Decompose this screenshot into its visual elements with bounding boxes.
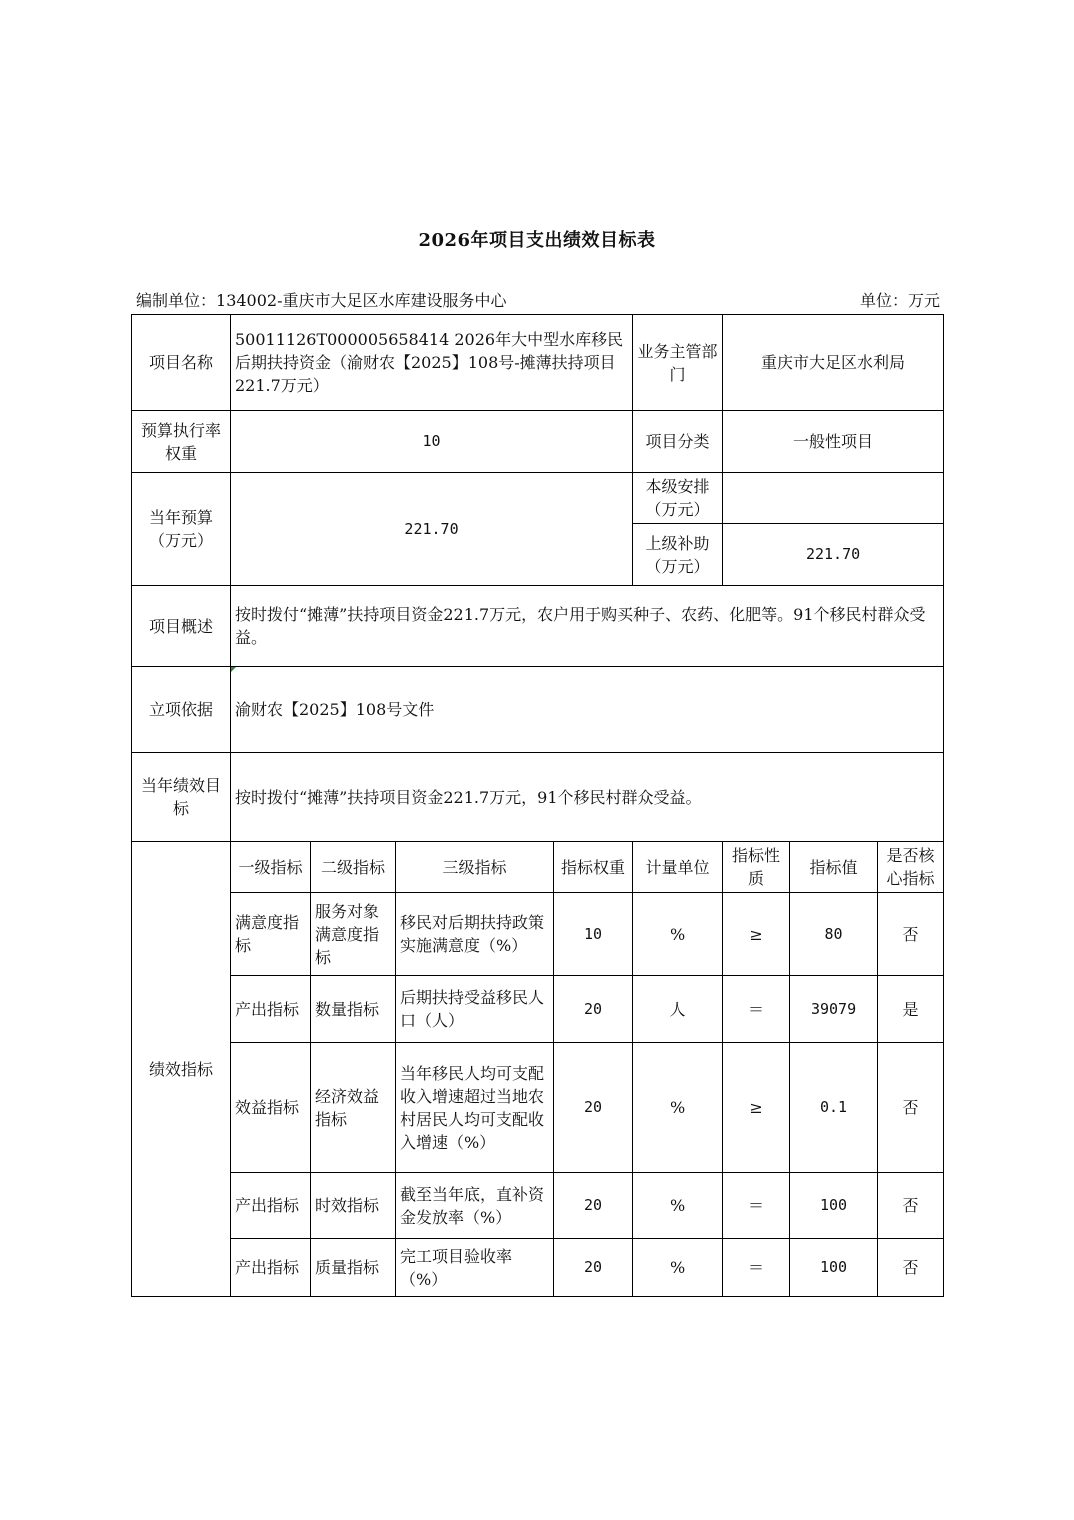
nature-cell: ＝ bbox=[723, 1173, 790, 1239]
project-name-value: 50011126T000005658414 2026年大中型水库移民后期扶持资金（渝财农【2025】108号-摊薄扶持项目221.7万元） bbox=[231, 315, 633, 411]
unit-cell: 人 bbox=[633, 976, 723, 1043]
level3-cell: 后期扶持受益移民人口（人） bbox=[396, 976, 554, 1043]
header-cell: 二级指标 bbox=[311, 842, 396, 893]
core-cell: 否 bbox=[878, 893, 944, 976]
level2-cell: 质量指标 bbox=[311, 1239, 396, 1297]
header-cell: 计量单位 bbox=[633, 842, 723, 893]
table-row bbox=[132, 1043, 944, 1173]
unit-text: 单位：万元 bbox=[859, 291, 940, 310]
performance-table bbox=[131, 314, 944, 1297]
weight-cell: 20 bbox=[554, 976, 633, 1043]
overview-value: 按时拨付“摊薄”扶持项目资金221.7万元，农户用于购买种子、农药、化肥等。91个移民村群众受益。 bbox=[231, 586, 944, 667]
level3-cell: 当年移民人均可支配收入增速超过当地农村居民人均可支配收入增速（%） bbox=[396, 1043, 554, 1173]
header-cell: 指标值 bbox=[790, 842, 878, 893]
unit-cell: % bbox=[633, 1239, 723, 1297]
basis-value: 渝财农【2025】108号文件 bbox=[231, 667, 944, 753]
dept-label: 业务主管部门 bbox=[633, 315, 723, 411]
nature-cell: ＝ bbox=[723, 1239, 790, 1297]
row-project-name bbox=[132, 315, 944, 411]
org-line bbox=[136, 288, 507, 311]
unit-cell: % bbox=[633, 1173, 723, 1239]
level1-cell: 产出指标 bbox=[231, 976, 311, 1043]
upper-value: 221.70 bbox=[723, 524, 944, 586]
table-row bbox=[132, 893, 944, 976]
level2-cell: 经济效益指标 bbox=[311, 1043, 396, 1173]
page-title: 2026年项目支出绩效目标表 bbox=[418, 230, 656, 251]
level1-cell: 效益指标 bbox=[231, 1043, 311, 1173]
weight-cell: 20 bbox=[554, 1043, 633, 1173]
table-row bbox=[132, 1173, 944, 1239]
row-budget-local bbox=[132, 473, 944, 524]
indicators-label: 绩效指标 bbox=[132, 842, 231, 1297]
nature-cell: ≥ bbox=[723, 1043, 790, 1173]
budget-label: 当年预算（万元） bbox=[132, 473, 231, 586]
goal-label: 当年绩效目标 bbox=[132, 753, 231, 842]
goal-value: 按时拨付“摊薄”扶持项目资金221.7万元，91个移民村群众受益。 bbox=[231, 753, 944, 842]
project-name-label: 项目名称 bbox=[132, 315, 231, 411]
local-value bbox=[723, 473, 944, 524]
category-value: 一般性项目 bbox=[723, 411, 944, 473]
level1-cell: 满意度指标 bbox=[231, 893, 311, 976]
core-cell: 否 bbox=[878, 1173, 944, 1239]
level3-cell: 完工项目验收率（%） bbox=[396, 1239, 554, 1297]
level1-cell: 产出指标 bbox=[231, 1239, 311, 1297]
org-value: 134002-重庆市大足区水库建设服务中心 bbox=[216, 291, 507, 310]
exec-weight-label: 预算执行率权重 bbox=[132, 411, 231, 473]
value-cell: 80 bbox=[790, 893, 878, 976]
value-cell: 100 bbox=[790, 1239, 878, 1297]
budget-value: 221.70 bbox=[231, 473, 633, 586]
value-cell: 0.1 bbox=[790, 1043, 878, 1173]
core-cell: 否 bbox=[878, 1043, 944, 1173]
header-cell: 是否核心指标 bbox=[878, 842, 944, 893]
basis-label: 立项依据 bbox=[132, 667, 231, 753]
row-indicator-header bbox=[132, 842, 944, 893]
upper-label: 上级补助（万元） bbox=[633, 524, 723, 586]
level3-cell: 移民对后期扶持政策实施满意度（%） bbox=[396, 893, 554, 976]
core-cell: 否 bbox=[878, 1239, 944, 1297]
unit-cell: % bbox=[633, 893, 723, 976]
row-basis bbox=[132, 667, 944, 753]
table-row bbox=[132, 1239, 944, 1297]
category-label: 项目分类 bbox=[633, 411, 723, 473]
nature-cell: ＝ bbox=[723, 976, 790, 1043]
org-label: 编制单位： bbox=[136, 291, 217, 310]
exec-weight-value: 10 bbox=[231, 411, 633, 473]
local-label: 本级安排（万元） bbox=[633, 473, 723, 524]
weight-cell: 20 bbox=[554, 1239, 633, 1297]
header-cell: 指标性质 bbox=[723, 842, 790, 893]
nature-cell: ≥ bbox=[723, 893, 790, 976]
value-cell: 39079 bbox=[790, 976, 878, 1043]
dept-value: 重庆市大足区水利局 bbox=[723, 315, 944, 411]
table-row bbox=[132, 976, 944, 1043]
unit-cell: % bbox=[633, 1043, 723, 1173]
header-cell: 三级指标 bbox=[396, 842, 554, 893]
level2-cell: 服务对象满意度指标 bbox=[311, 893, 396, 976]
level2-cell: 时效指标 bbox=[311, 1173, 396, 1239]
header-cell: 一级指标 bbox=[231, 842, 311, 893]
header-cell: 指标权重 bbox=[554, 842, 633, 893]
row-goal bbox=[132, 753, 944, 842]
level2-cell: 数量指标 bbox=[311, 976, 396, 1043]
core-cell: 是 bbox=[878, 976, 944, 1043]
value-cell: 100 bbox=[790, 1173, 878, 1239]
weight-cell: 10 bbox=[554, 893, 633, 976]
row-overview bbox=[132, 586, 944, 667]
overview-label: 项目概述 bbox=[132, 586, 231, 667]
row-exec-weight bbox=[132, 411, 944, 473]
level1-cell: 产出指标 bbox=[231, 1173, 311, 1239]
level3-cell: 截至当年底，直补资金发放率（%） bbox=[396, 1173, 554, 1239]
weight-cell: 20 bbox=[554, 1173, 633, 1239]
